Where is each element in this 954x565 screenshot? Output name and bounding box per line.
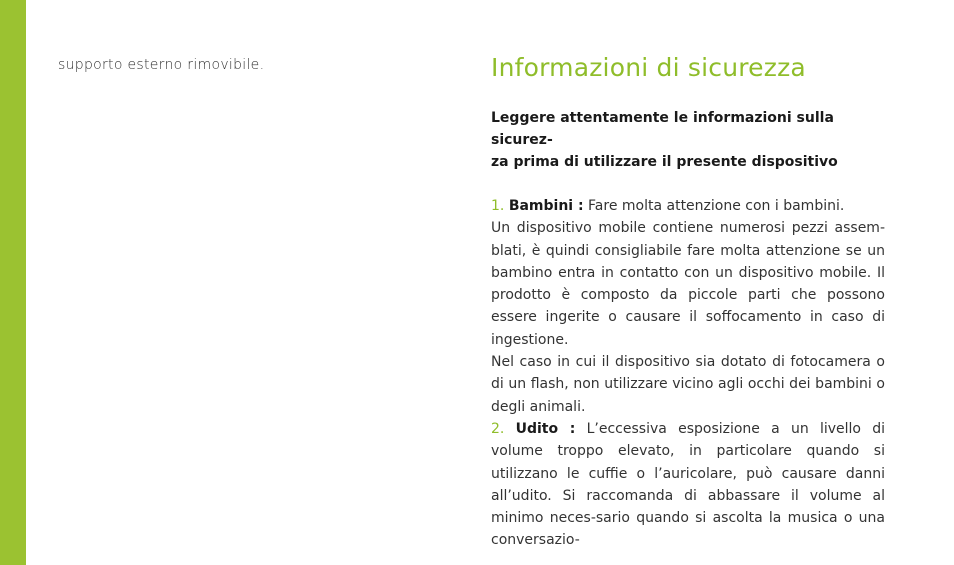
left-column-text: supporto esterno rimovibile. xyxy=(58,57,265,73)
item-hearing-intro xyxy=(491,418,885,552)
item-children-intro xyxy=(491,195,885,217)
lead-line-1: Leggere attentamente le informazioni sulla sicurez- xyxy=(491,110,834,148)
item-number: 1. xyxy=(491,198,505,214)
green-side-bar xyxy=(0,0,26,565)
item-term: Udito : xyxy=(515,420,576,437)
item-term: Bambini : xyxy=(508,198,584,214)
item-intro: Fare molta attenzione con i bambini. xyxy=(588,198,845,214)
body-text xyxy=(491,195,885,552)
lead-paragraph xyxy=(491,107,885,173)
item-intro: L’eccessiva esposizione a un livello di volume troppo elevato, in particolare quando si utilizzano le cuffie o l’auricolare, può causare danni all’udito. Si raccomanda di abbassare il volume al minimo neces-sario quando si ascolta la musica o una conversazio- xyxy=(491,420,886,549)
item-paragraph: Nel caso in cui il dispositivo sia dotato di fotocamera o di un flash, non utilizzare vicino agli occhi dei bambini o degli animali. xyxy=(491,354,885,415)
item-number: 2. xyxy=(491,420,505,437)
item-paragraph: Un dispositivo mobile contiene numerosi pezzi assem-blati, è quindi consigliabile fare molta attenzione se un bambino entra in contatto con un dispositivo mobile. Il prodotto è composto da piccole parti che possono essere ingerite o causare il soffocamento in caso di ingestione. xyxy=(491,220,885,348)
lead-line-2: za prima di utilizzare il presente dispositivo xyxy=(491,154,838,170)
section-title: Informazioni di sicurezza xyxy=(491,53,806,82)
safety-section xyxy=(491,53,885,552)
